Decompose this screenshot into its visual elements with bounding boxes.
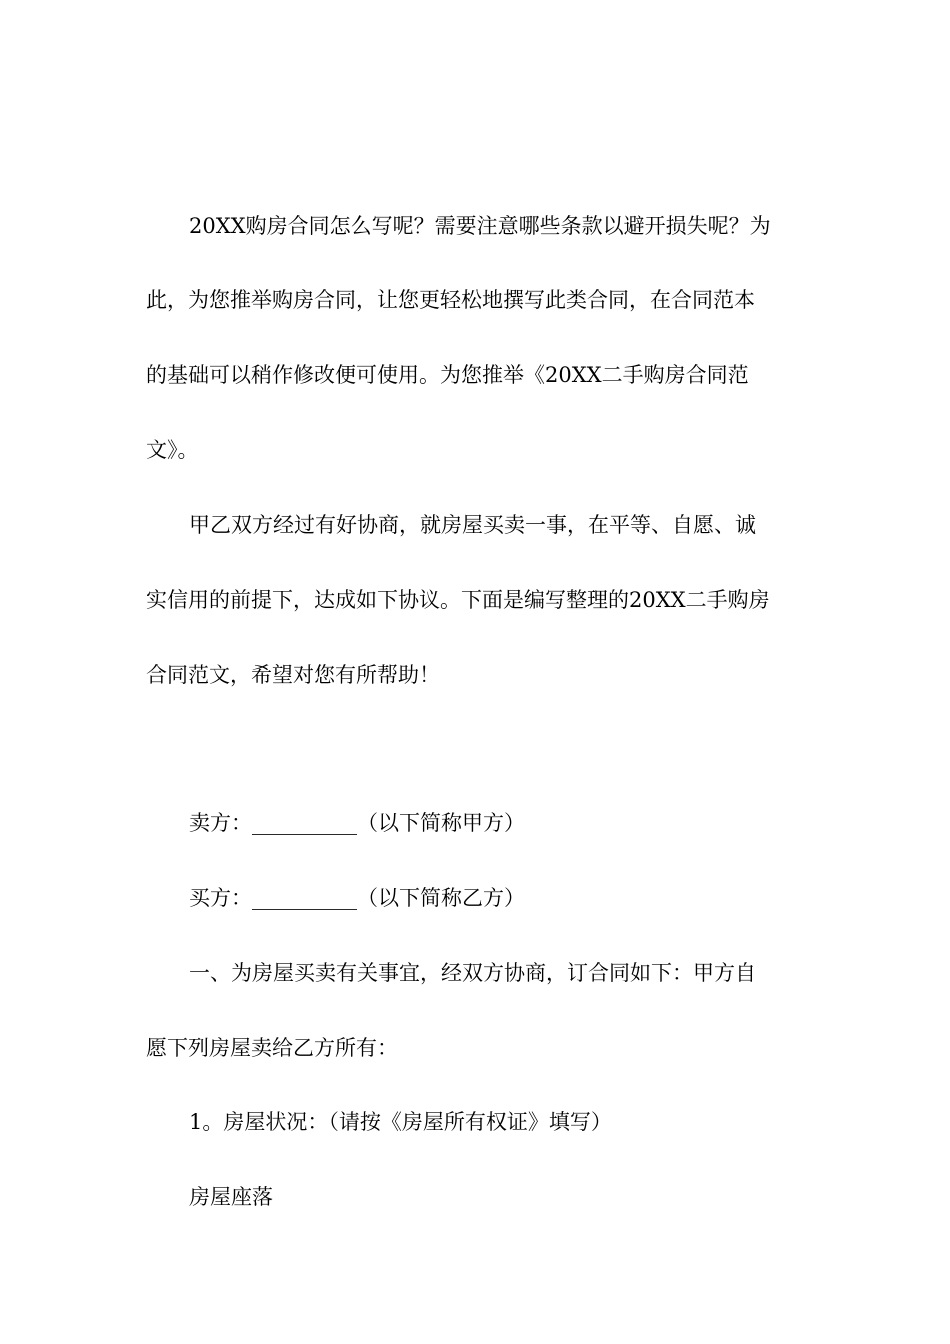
preface-line-2: 实信用的前提下，达成如下协议。下面是编写整理的20XX二手购房 [146,588,770,612]
item1-line: 1。房屋状况：（请按《房屋所有权证》填写） [189,1110,612,1134]
preface-line-3: 合同范文，希望对您有所帮助！ [146,663,440,687]
seller-line: 卖方：__________（以下简称甲方） [189,811,525,835]
intro-line-4: 文》。 [146,438,199,462]
preface-line-1: 甲乙双方经过有好协商，就房屋买卖一事，在平等、自愿、诚 [189,513,756,537]
intro-line-3: 的基础可以稍作修改便可使用。为您推举《20XX二手购房合同范 [146,363,749,387]
intro-line-1: 20XX购房合同怎么写呢？需要注意哪些条款以避开损失呢？为 [189,214,771,238]
intro-line-2: 此，为您推举购房合同，让您更轻松地撰写此类合同，在合同范本 [146,288,755,312]
location-line: 房屋座落 [189,1185,273,1209]
buyer-line: 买方：__________（以下简称乙方） [189,886,525,910]
clause1-line-2: 愿下列房屋卖给乙方所有： [146,1036,398,1060]
clause1-line-1: 一、为房屋买卖有关事宜，经双方协商，订合同如下：甲方自 [189,961,756,985]
